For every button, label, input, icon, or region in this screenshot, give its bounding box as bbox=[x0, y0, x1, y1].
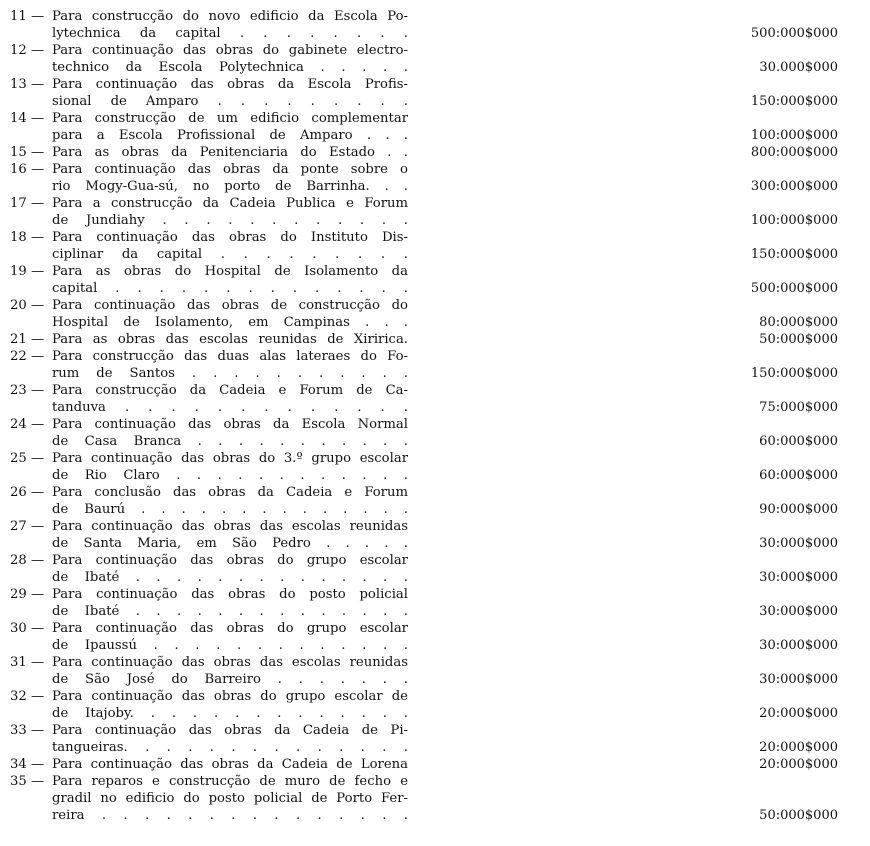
entry-description: Para continuação das obras do posto policial bbox=[52, 587, 408, 602]
entry-line bbox=[0, 59, 870, 76]
entry-number: 16 — bbox=[10, 162, 45, 177]
entry-description: Para conclusão das obras da Cadeia e Forum bbox=[52, 485, 408, 500]
entry-amount: 75:000$000 bbox=[759, 400, 838, 415]
entry-description: Para construcção da Cadeia e Forum de Ca- bbox=[52, 383, 408, 398]
entry-amount: 30:000$000 bbox=[759, 604, 838, 619]
budget-entry bbox=[0, 263, 870, 297]
budget-entry bbox=[0, 195, 870, 229]
entry-description: capital . . . . . . . . . . . . . . bbox=[52, 281, 408, 296]
entry-amount: 300:000$000 bbox=[750, 179, 838, 194]
entry-line bbox=[0, 450, 870, 467]
entry-number: 18 — bbox=[10, 230, 45, 245]
entry-description: Para continuação das obras da Cadeia de Lorena bbox=[52, 757, 408, 772]
entry-line bbox=[0, 76, 870, 93]
entry-description: Para continuação das obras da Escola Profis- bbox=[52, 77, 408, 92]
entry-line bbox=[0, 518, 870, 535]
entry-amount: 150:000$000 bbox=[750, 366, 838, 381]
budget-entry bbox=[0, 382, 870, 416]
entry-number: 32 — bbox=[10, 689, 45, 704]
entry-number: 17 — bbox=[10, 196, 45, 211]
entry-description: Hospital de Isolamento, em Campinas . . . bbox=[52, 315, 408, 330]
entry-description: Para a construcção da Cadeia Publica e Forum bbox=[52, 196, 408, 211]
entry-description: Para continuação das obras do grupo escolar bbox=[52, 553, 408, 568]
entry-line bbox=[0, 688, 870, 705]
entry-line bbox=[0, 280, 870, 297]
budget-entry bbox=[0, 552, 870, 586]
entry-line bbox=[0, 178, 870, 195]
entry-description: tangueiras. . . . . . . . . . . . . . bbox=[52, 740, 408, 755]
budget-entry bbox=[0, 484, 870, 518]
entry-line bbox=[0, 467, 870, 484]
budget-entry bbox=[0, 688, 870, 722]
entry-number: 26 — bbox=[10, 485, 45, 500]
entry-description: Para continuação das obras de construcção do bbox=[52, 298, 408, 313]
entry-line bbox=[0, 654, 870, 671]
entry-amount: 30:000$000 bbox=[759, 638, 838, 653]
entry-line bbox=[0, 110, 870, 127]
entry-line bbox=[0, 484, 870, 501]
entry-number: 29 — bbox=[10, 587, 45, 602]
entry-description: Para continuação das obras das escolas reunidas bbox=[52, 519, 408, 534]
entry-line bbox=[0, 314, 870, 331]
entry-amount: 100:000$000 bbox=[750, 213, 838, 228]
entry-number: 12 — bbox=[10, 43, 45, 58]
entry-description: reira . . . . . . . . . . . . . . . bbox=[52, 808, 408, 823]
budget-entry bbox=[0, 161, 870, 195]
entry-line bbox=[0, 93, 870, 110]
entry-description: Para reparos e construcção de muro de fecho e bbox=[52, 774, 408, 789]
entry-line bbox=[0, 348, 870, 365]
entry-description: de Ipaussú . . . . . . . . . . . . . bbox=[52, 638, 408, 653]
entry-number: 13 — bbox=[10, 77, 45, 92]
entry-line bbox=[0, 212, 870, 229]
budget-entry bbox=[0, 620, 870, 654]
budget-entry bbox=[0, 586, 870, 620]
entry-description: para a Escola Profissional de Amparo . . . bbox=[52, 128, 408, 143]
entry-line bbox=[0, 501, 870, 518]
entry-description: de Casa Branca . . . . . . . . . . . bbox=[52, 434, 408, 449]
entry-line bbox=[0, 603, 870, 620]
entry-description: Para continuação das obras da Cadeia de Pi- bbox=[52, 723, 408, 738]
entry-number: 28 — bbox=[10, 553, 45, 568]
budget-entry bbox=[0, 297, 870, 331]
entry-description: Para continuação das obras da Escola Normal bbox=[52, 417, 408, 432]
budget-entry bbox=[0, 144, 870, 161]
entry-description: technico da Escola Polytechnica . . . . . bbox=[52, 60, 408, 75]
budget-entry bbox=[0, 348, 870, 382]
entry-number: 23 — bbox=[10, 383, 45, 398]
entry-number: 14 — bbox=[10, 111, 45, 126]
entry-number: 35 — bbox=[10, 774, 45, 789]
budget-entry bbox=[0, 722, 870, 756]
entry-number: 21 — bbox=[10, 332, 45, 347]
entry-description: Para continuação das obras do gabinete electro- bbox=[52, 43, 408, 58]
entry-line bbox=[0, 739, 870, 756]
entry-line bbox=[0, 246, 870, 263]
entry-number: 19 — bbox=[10, 264, 45, 279]
entry-description: gradil no edificio do posto policial de Porto Fer- bbox=[52, 791, 408, 806]
entry-description: tanduva . . . . . . . . . . . . . bbox=[52, 400, 408, 415]
entry-line bbox=[0, 756, 870, 773]
entry-line bbox=[0, 365, 870, 382]
entry-number: 30 — bbox=[10, 621, 45, 636]
entry-number: 33 — bbox=[10, 723, 45, 738]
entry-line bbox=[0, 433, 870, 450]
entry-line bbox=[0, 331, 870, 348]
entry-line bbox=[0, 297, 870, 314]
entry-amount: 500:000$000 bbox=[750, 26, 838, 41]
entry-amount: 60:000$000 bbox=[759, 468, 838, 483]
entry-line bbox=[0, 535, 870, 552]
budget-entry bbox=[0, 756, 870, 773]
budget-entry bbox=[0, 331, 870, 348]
entry-line bbox=[0, 807, 870, 824]
entry-amount: 800:000$000 bbox=[750, 145, 838, 160]
budget-item-list bbox=[0, 8, 870, 824]
entry-description: de Santa Maria, em São Pedro . . . . . bbox=[52, 536, 408, 551]
entry-amount: 30:000$000 bbox=[759, 672, 838, 687]
entry-amount: 30.000$000 bbox=[759, 60, 838, 75]
entry-number: 22 — bbox=[10, 349, 45, 364]
entry-line bbox=[0, 382, 870, 399]
entry-line bbox=[0, 229, 870, 246]
entry-description: Para continuação das obras do grupo escolar bbox=[52, 621, 408, 636]
entry-line bbox=[0, 25, 870, 42]
entry-description: de Ibaté . . . . . . . . . . . . . . bbox=[52, 604, 408, 619]
entry-amount: 150:000$000 bbox=[750, 247, 838, 262]
entry-line bbox=[0, 42, 870, 59]
entry-line bbox=[0, 637, 870, 654]
entry-number: 25 — bbox=[10, 451, 45, 466]
budget-entry bbox=[0, 229, 870, 263]
budget-entry bbox=[0, 416, 870, 450]
entry-line bbox=[0, 722, 870, 739]
entry-description: rio Mogy-Gua-sú, no porto de Barrinha. . . bbox=[52, 179, 408, 194]
entry-amount: 20:000$000 bbox=[759, 757, 838, 772]
entry-amount: 20:000$000 bbox=[759, 740, 838, 755]
entry-line bbox=[0, 399, 870, 416]
entry-description: de Rio Claro . . . . . . . . . . . . bbox=[52, 468, 408, 483]
budget-entry bbox=[0, 110, 870, 144]
entry-description: de Ibaté . . . . . . . . . . . . . . bbox=[52, 570, 408, 585]
entry-line bbox=[0, 416, 870, 433]
entry-line bbox=[0, 790, 870, 807]
entry-description: Para continuação das obras do 3.º grupo escolar bbox=[52, 451, 408, 466]
entry-description: sional de Amparo . . . . . . . . . bbox=[52, 94, 408, 109]
entry-number: 24 — bbox=[10, 417, 45, 432]
entry-line bbox=[0, 620, 870, 637]
entry-line bbox=[0, 586, 870, 603]
entry-line bbox=[0, 705, 870, 722]
entry-amount: 80:000$000 bbox=[759, 315, 838, 330]
budget-entry bbox=[0, 42, 870, 76]
entry-amount: 100:000$000 bbox=[750, 128, 838, 143]
entry-amount: 500:000$000 bbox=[750, 281, 838, 296]
entry-number: 20 — bbox=[10, 298, 45, 313]
entry-description: Para construcção do novo edificio da Escola Po- bbox=[52, 9, 408, 24]
entry-line bbox=[0, 263, 870, 280]
entry-description: ciplinar da capital . . . . . . . . . bbox=[52, 247, 408, 262]
entry-description: Para construcção de um edificio complementar bbox=[52, 111, 408, 126]
entry-description: Para as obras do Hospital de Isolamento da bbox=[52, 264, 408, 279]
budget-entry bbox=[0, 654, 870, 688]
entry-description: rum de Santos . . . . . . . . . . . bbox=[52, 366, 408, 381]
entry-amount: 60:000$000 bbox=[759, 434, 838, 449]
entry-number: 11 — bbox=[10, 9, 45, 24]
entry-amount: 50:000$000 bbox=[759, 808, 838, 823]
entry-amount: 20:000$000 bbox=[759, 706, 838, 721]
entry-description: Para continuação das obras do Instituto Dis- bbox=[52, 230, 408, 245]
entry-line bbox=[0, 773, 870, 790]
entry-line bbox=[0, 127, 870, 144]
entry-number: 34 — bbox=[10, 757, 45, 772]
entry-line bbox=[0, 552, 870, 569]
entry-description: de Baurú . . . . . . . . . . . . . . bbox=[52, 502, 408, 517]
entry-line bbox=[0, 569, 870, 586]
entry-line bbox=[0, 161, 870, 178]
budget-entry bbox=[0, 450, 870, 484]
budget-entry bbox=[0, 8, 870, 42]
entry-description: lytechnica da capital . . . . . . . . bbox=[52, 26, 408, 41]
entry-description: Para continuação das obras das escolas reunidas bbox=[52, 655, 408, 670]
entry-line bbox=[0, 144, 870, 161]
entry-amount: 30:000$000 bbox=[759, 570, 838, 585]
entry-line bbox=[0, 195, 870, 212]
entry-description: de Jundiahy . . . . . . . . . . . . bbox=[52, 213, 408, 228]
entry-description: Para as obras das escolas reunidas de Xiririca. bbox=[52, 332, 408, 347]
entry-number: 27 — bbox=[10, 519, 45, 534]
entry-description: Para as obras da Penitenciaria do Estado . . bbox=[52, 145, 408, 160]
entry-line bbox=[0, 671, 870, 688]
entry-amount: 90:000$000 bbox=[759, 502, 838, 517]
entry-description: Para continuação das obras do grupo escolar de bbox=[52, 689, 408, 704]
entry-description: de Itajoby. . . . . . . . . . . . . . bbox=[52, 706, 408, 721]
budget-entry bbox=[0, 518, 870, 552]
entry-line bbox=[0, 8, 870, 25]
entry-number: 31 — bbox=[10, 655, 45, 670]
entry-amount: 50:000$000 bbox=[759, 332, 838, 347]
entry-amount: 30:000$000 bbox=[759, 536, 838, 551]
entry-number: 15 — bbox=[10, 145, 45, 160]
entry-description: Para construcção das duas alas lateraes do Fo- bbox=[52, 349, 408, 364]
entry-description: Para continuação das obras da ponte sobre o bbox=[52, 162, 408, 177]
budget-entry bbox=[0, 76, 870, 110]
entry-amount: 150:000$000 bbox=[750, 94, 838, 109]
budget-entry bbox=[0, 773, 870, 824]
entry-description: de São José do Barreiro . . . . . . . bbox=[52, 672, 408, 687]
